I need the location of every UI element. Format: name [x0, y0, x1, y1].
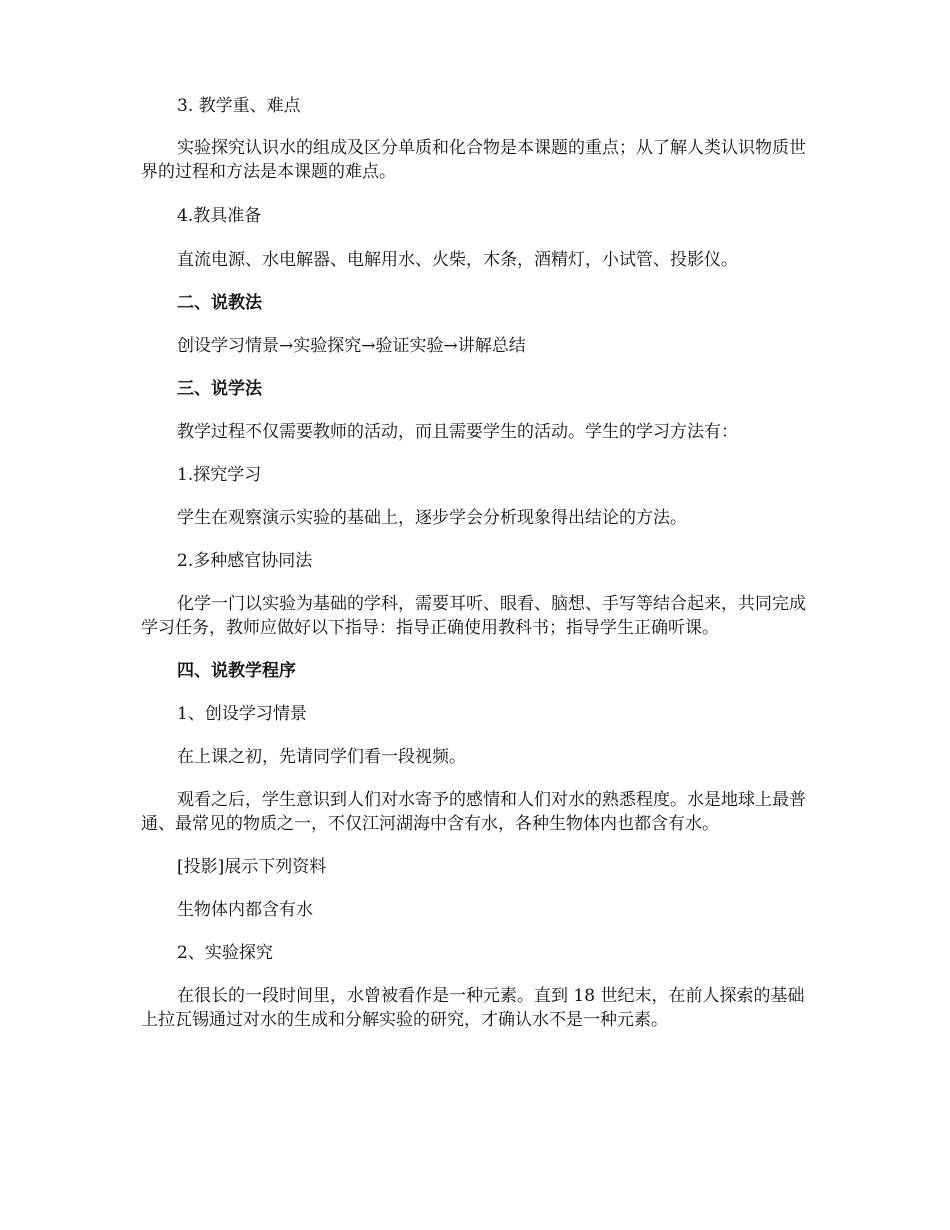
- paragraph-senses-title: 2.多种感官协同法: [177, 551, 313, 571]
- paragraph-materials-body: 直流电源、水电解器、电解用水、火柴，木条，酒精灯，小试管、投影仪。: [177, 250, 738, 270]
- paragraph-teaching-method-body: 创设学习情景→实验探究→验证实验→讲解总结: [177, 336, 526, 356]
- paragraph-organisms-water: 生物体内都含有水: [177, 900, 313, 920]
- heading-teaching-procedure: 四、说教学程序: [177, 661, 296, 681]
- paragraph-projection: [投影]展示下列资料: [177, 857, 327, 877]
- paragraph-key-points-body: 实验探究认识水的组成及区分单质和化合物是本课题的重点；从了解人类认识物质世界的过程和方法是本课题的难点。: [141, 138, 806, 182]
- paragraph-senses-body: 化学一门以实验为基础的学科，需要耳听、眼看、脑想、手写等结合起来，共同完成学习任务，教师应做好以下指导：指导正确使用教科书；指导学生正确听课。: [141, 594, 806, 638]
- paragraph-materials-title: 4.教具准备: [177, 206, 262, 226]
- paragraph-inquiry-body: 学生在观察演示实验的基础上，逐步学会分析现象得出结论的方法。: [177, 508, 687, 528]
- paragraph-inquiry-title: 1.探究学习: [177, 465, 262, 485]
- paragraph-key-points-title: 3. 教学重、难点: [177, 96, 301, 116]
- heading-teaching-method: 二、说教法: [177, 293, 262, 313]
- paragraph-experiment-body: 在很长的一段时间里，水曾被看作是一种元素。直到 18 世纪末，在前人探索的基础上拉瓦锡通过对水的生成和分解实验的研究，才确认水不是一种元素。: [141, 986, 805, 1030]
- paragraph-experiment-title: 2、实验探究: [177, 943, 273, 963]
- document-page: [141, 94, 813, 1032]
- paragraph-video-body: 在上课之初，先请同学们看一段视频。: [177, 747, 466, 767]
- heading-learning-method: 三、说学法: [177, 379, 262, 399]
- paragraph-context-title: 1、创设学习情景: [177, 704, 307, 724]
- paragraph-learning-method-intro: 教学过程不仅需要教师的活动，而且需要学生的活动。学生的学习方法有：: [177, 422, 738, 442]
- paragraph-after-video-body: 观看之后，学生意识到人们对水寄予的感情和人们对水的熟悉程度。水是地球上最普通、最常见的物质之一，不仅江河湖海中含有水，各种生物体内也都含有水。: [141, 790, 806, 834]
